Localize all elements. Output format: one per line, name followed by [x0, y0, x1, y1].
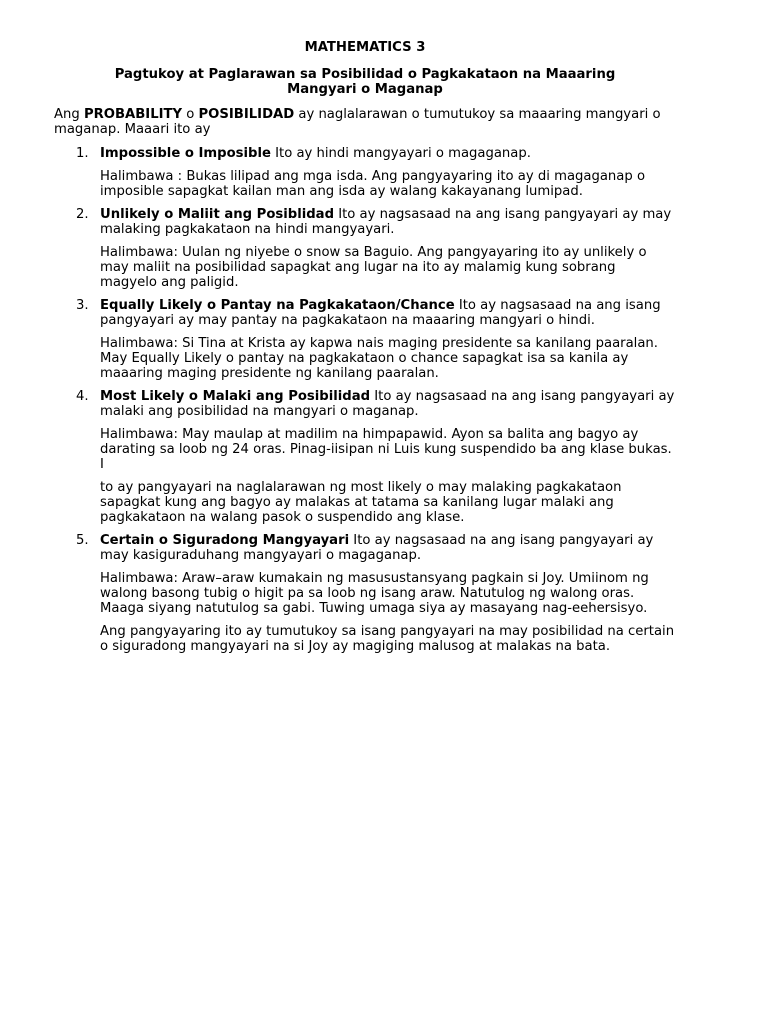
list-item-number: 5.: [76, 533, 89, 548]
list-item-impossible: [54, 146, 676, 199]
document-subtitle: [54, 67, 676, 97]
list-item-description: Ito ay nagsasaad na ang isang pangyayari ay may pantay na pagkakataon na maaaring mangyari o hindi.: [100, 298, 661, 328]
subtitle-line-2: Mangyari o Maganap: [287, 82, 443, 97]
intro-term-probability: PROBABILITY: [83, 107, 183, 122]
list-item-example: Ang pangyayaring ito ay tumutukoy sa isang pangyayari na may posibilidad na certain o siguradong mangyayari na si Joy ay magiging malusog at malakas na bata.: [100, 624, 675, 654]
list-item-example: Halimbawa: May maulap at madilim na himpapawid. Ayon sa balita ang bagyo ay darating sa loob ng 24 oras. Pinag-iisipan ni Luis kung suspendido ba ang klase bukas. I: [100, 427, 672, 472]
list-item-term: Impossible o Imposible: [100, 146, 271, 161]
subtitle-line-1: Pagtukoy at Paglarawan sa Posibilidad o Pagkakataon na Maaaring: [114, 67, 616, 82]
list-item-number: 3.: [76, 298, 89, 313]
list-item-example: Halimbawa: Si Tina at Krista ay kapwa nais maging presidente sa kanilang paaralan. May Equally Likely o pantay na pagkakataon o chance sapagkat isa sa kanila ay maaaring maging presidente ng kanilang paaralan.: [100, 336, 658, 381]
list-item-heading: [100, 389, 676, 419]
list-item-heading: [100, 533, 676, 563]
list-item-number: 4.: [76, 389, 89, 404]
list-item-number: 2.: [76, 207, 89, 222]
list-item-most-likely: [54, 389, 676, 525]
list-item-example: Halimbawa : Bukas lilipad ang mga isda. Ang pangyayaring ito ay di magaganap o imposible sapagkat kailan man ang isda ay walang kakayanang lumipad.: [100, 169, 646, 199]
intro-term-posibilidad: POSIBILIDAD: [198, 107, 295, 122]
list-item-heading: [100, 298, 676, 328]
intro-suffix: ay naglalarawan o tumutukoy sa maaaring mangyari o maganap. Maaari ito ay: [54, 107, 661, 137]
document-title: MATHEMATICS 3: [304, 40, 426, 55]
list-item-certain: [54, 533, 676, 654]
list-item-example: Halimbawa: Araw–araw kumakain ng masusustansyang pagkain si Joy. Umiinom ng walong basong tubig o higit pa sa loob ng isang araw. Natutulog ng walong oras. Maaga siyang natutulog sa gabi. Tuwing umaga siya ay masayang nag-eehersisyo.: [100, 571, 649, 616]
list-item-term: Certain o Siguradong Mangyayari: [100, 533, 350, 548]
list-item-heading: [100, 207, 676, 237]
list-item-description: Ito ay hindi mangyayari o magaganap.: [270, 146, 531, 161]
intro-prefix: Ang: [54, 107, 84, 122]
list-item-number: 1.: [76, 146, 89, 161]
intro-paragraph: [54, 107, 676, 137]
document-page: [54, 40, 676, 662]
list-item-term: Unlikely o Maliit ang Posiblidad: [100, 207, 335, 222]
list-item-description: Ito ay nagsasaad na ang isang pangyayari ay malaki ang posibilidad na mangyari o maganap.: [100, 389, 675, 419]
list-item-example: to ay pangyayari na naglalarawan ng most likely o may malaking pagkakataon sapagkat kung ang bagyo ay malakas at tatama sa kanilang lugar malaki ang pagkakataon na walang pasok o suspendido ang klase.: [100, 480, 622, 525]
list-item-equally-likely: [54, 298, 676, 381]
intro-middle: o: [182, 107, 199, 122]
list-item-description: Ito ay nagsasaad na ang isang pangyayari ay may malaking pagkakataon na hindi mangyayari.: [100, 207, 672, 237]
list-item-example: Halimbawa: Uulan ng niyebe o snow sa Baguio. Ang pangyayaring ito ay unlikely o may maliit na posibilidad sapagkat ang lugar na ito ay malamig kung sobrang magyelo ang paligid.: [100, 245, 647, 290]
list-item-heading: [100, 146, 676, 161]
list-item-term: Equally Likely o Pantay na Pagkakataon/Chance: [100, 298, 455, 313]
list-item-term: Most Likely o Malaki ang Posibilidad: [100, 389, 371, 404]
list-item-unlikely: [54, 207, 676, 290]
list-item-description: Ito ay nagsasaad na ang isang pangyayari ay may kasiguraduhang mangyayari o magaganap.: [100, 533, 654, 563]
